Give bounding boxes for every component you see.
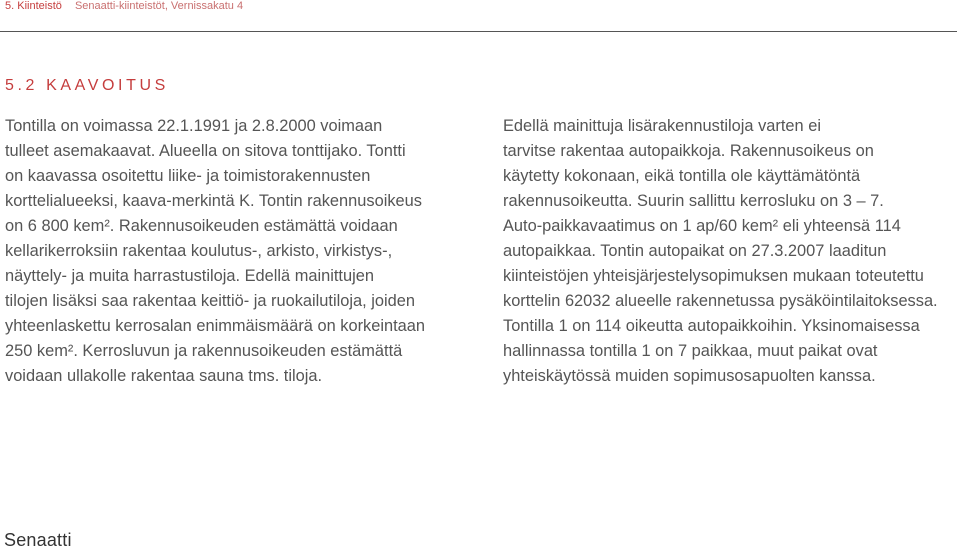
paragraph-line: näyttely- ja muita harrastustiloja. Edellä mainittujen (5, 267, 374, 285)
paragraph-line: voidaan ullakolle rakentaa sauna tms. tiloja. (5, 367, 323, 385)
paragraph-line: autopaikkaa. Tontin autopaikat on 27.3.2007 laaditun (503, 242, 887, 260)
paragraph-line: käytetty kokonaan, eikä tontilla ole käyttämätöntä (503, 167, 861, 185)
senaatti-logo: Senaatti (4, 530, 72, 550)
header-subtitle: Senaatti-kiinteistöt, Vernissakatu 4 (74, 0, 244, 12)
section-title: 5.2 KAAVOITUS (5, 77, 169, 94)
header-section: 5. Kiinteistö (5, 0, 62, 12)
paragraph-line: tarvitse rakentaa autopaikkoja. Rakennusoikeus on (503, 142, 874, 160)
paragraph-line: on 6 800 kem². Rakennusoikeuden estämättä voidaan (5, 217, 398, 235)
paragraph-line: Tontilla on voimassa 22.1.1991 ja 2.8.2000 voimaan (5, 117, 383, 135)
paragraph-line: korttelialueeksi, kaava-merkintä K. Tontin rakennusoikeus (5, 192, 422, 210)
header-divider (0, 31, 957, 32)
paragraph-line: tulleet asemakaavat. Alueella on sitova tonttijako. Tontti (5, 142, 406, 160)
paragraph-line: on kaavassa osoitettu liike- ja toimistorakennusten (5, 167, 371, 185)
paragraph-line: Tontilla 1 on 114 oikeutta autopaikkoihin. Yksinomaisessa (503, 317, 920, 335)
paragraph-line: hallinnassa tontilla 1 on 7 paikkaa, muut paikat ovat (503, 342, 878, 360)
paragraph-line: Edellä mainittuja lisärakennustiloja varten ei (503, 117, 821, 135)
paragraph-line: yhteenlaskettu kerrosalan enimmäismäärä on korkeintaan (5, 317, 426, 335)
paragraph-line: yhteiskäytössä muiden sopimusosapuolten kanssa. (503, 367, 876, 385)
paragraph-line: kiinteistöjen yhteisjärjestelysopimuksen mukaan toteutettu (503, 267, 924, 285)
left-text-column (5, 114, 475, 389)
paragraph-line: rakennusoikeutta. Suurin sallittu kerrosluku on 3 – 7. (503, 192, 884, 210)
paragraph-line: korttelin 62032 alueelle rakennetussa pysäköintilaitoksessa. (503, 292, 938, 310)
page-header (5, 0, 243, 14)
paragraph-line: Auto-paikkavaatimus on 1 ap/60 kem² eli yhteensä 114 (503, 217, 901, 235)
paragraph-line: tilojen lisäksi saa rakentaa keittiö- ja ruokailutiloja, joiden (5, 292, 415, 310)
paragraph-line: kellarikerroksiin rakentaa koulutus-, arkisto, virkistys-, (5, 242, 393, 260)
paragraph-line: 250 kem². Kerrosluvun ja rakennusoikeuden estämättä (5, 342, 403, 360)
right-text-column (503, 114, 958, 389)
